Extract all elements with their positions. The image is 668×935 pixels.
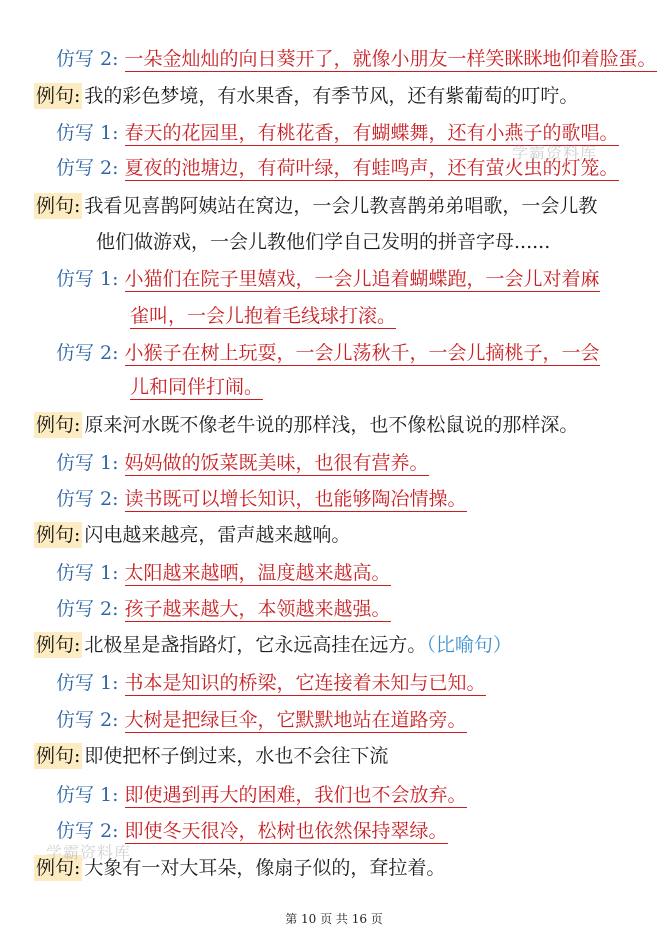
- figure-of-speech-note: （比喻句）: [426, 634, 512, 656]
- practice-label: 仿写 2:: [56, 598, 119, 620]
- watermark-text: 学霸资料库: [512, 143, 598, 162]
- practice-row: [56, 782, 467, 808]
- practice-continuation: [130, 374, 263, 400]
- example-label: 例句:: [36, 414, 81, 436]
- practice-label: 仿写 1:: [56, 122, 119, 144]
- practice-label: 仿写 1:: [56, 562, 119, 584]
- practice-label: 仿写 1:: [56, 784, 119, 806]
- practice-row: [56, 596, 391, 622]
- practice-text: 春天的花园里，有桃花香，有蝴蝶舞，还有小燕子的歌唱。: [124, 122, 619, 144]
- example-row: [34, 743, 388, 769]
- practice-text: 读书既可以增长知识，也能够陶冶情操。: [124, 488, 467, 510]
- example-text: 大象有一对大耳朵，像扇子似的，耷拉着。: [84, 857, 446, 879]
- practice-row: [56, 450, 429, 476]
- practice-label: 仿写 2:: [56, 157, 119, 179]
- example-text: 他们做游戏，一会儿教他们学自己发明的拼音字母......: [96, 231, 551, 253]
- practice-row: [56, 266, 600, 292]
- practice-row: [56, 340, 600, 366]
- practice-text: 小猴子在树上玩耍，一会儿荡秋千，一会儿摘桃子，一会: [124, 342, 600, 364]
- watermark-text: 学霸资料库: [46, 843, 132, 862]
- practice-text: 小猫们在院子里嬉戏，一会儿追着蝴蝶跑，一会儿对着麻: [124, 268, 600, 290]
- practice-label: 仿写 2:: [56, 709, 119, 731]
- example-text: 北极星是盏指路灯，它永远高挂在远方。: [84, 634, 427, 656]
- practice-text: 即使冬天很冷，松树也依然保持翠绿。: [124, 820, 448, 842]
- practice-text: 太阳越来越晒，温度越来越高。: [124, 562, 391, 584]
- practice-text: 一朵金灿灿的向日葵开了，就像小朋友一样笑眯眯地仰着脸蛋。: [124, 48, 657, 70]
- example-row: [34, 83, 578, 109]
- practice-text: 雀叫，一会儿抱着毛线球打滚。: [130, 305, 397, 327]
- example-row: [34, 522, 350, 548]
- example-label: 例句:: [36, 634, 81, 656]
- practice-text: 儿和同伴打闹。: [130, 376, 264, 398]
- practice-row: [56, 707, 467, 733]
- example-text: 闪电越来越亮，雷声越来越响。: [84, 524, 351, 546]
- practice-row: [56, 46, 657, 72]
- practice-label: 仿写 1:: [56, 452, 119, 474]
- example-row: [34, 632, 512, 658]
- example-label: 例句:: [36, 745, 81, 767]
- practice-label: 仿写 2:: [56, 488, 119, 510]
- example-text: 我的彩色梦境，有水果香，有季节风，还有紫葡萄的叮咛。: [84, 85, 579, 107]
- example-text: 即使把杯子倒过来，水也不会往下流: [84, 745, 389, 767]
- practice-text: 即使遇到再大的困难，我们也不会放弃。: [124, 784, 467, 806]
- example-label: 例句:: [36, 857, 81, 879]
- example-row: [34, 412, 578, 438]
- practice-row: [56, 560, 391, 586]
- example-row: [34, 193, 597, 219]
- example-label: 例句:: [36, 195, 81, 217]
- practice-text: 夏夜的池塘边，有荷叶绿，有蛙鸣声，还有萤火虫的灯笼。: [124, 157, 619, 179]
- page-number: 第 10 页 共 16 页: [285, 912, 383, 926]
- practice-label: 仿写 2:: [56, 820, 119, 842]
- practice-row: [56, 486, 467, 512]
- example-text: 原来河水既不像老牛说的那样浅，也不像松鼠说的那样深。: [84, 414, 579, 436]
- example-label: 例句:: [36, 524, 81, 546]
- practice-continuation: [130, 303, 396, 329]
- practice-text: 妈妈做的饭菜既美味，也很有营养。: [124, 452, 429, 474]
- practice-text: 大树是把绿巨伞，它默默地站在道路旁。: [124, 709, 467, 731]
- example-text: 我看见喜鹊阿姨站在窝边，一会儿教喜鹊弟弟唱歌，一会儿教: [84, 195, 598, 217]
- practice-label: 仿写 1:: [56, 268, 119, 290]
- practice-text: 孩子越来越大，本领越来越强。: [124, 598, 391, 620]
- example-continuation: [96, 229, 550, 255]
- example-label: 例句:: [36, 85, 81, 107]
- practice-text: 书本是知识的桥梁，它连接着未知与已知。: [124, 672, 486, 694]
- practice-row: [56, 670, 486, 696]
- practice-label: 仿写 1:: [56, 672, 119, 694]
- practice-label: 仿写 2:: [56, 48, 119, 70]
- practice-label: 仿写 2:: [56, 342, 119, 364]
